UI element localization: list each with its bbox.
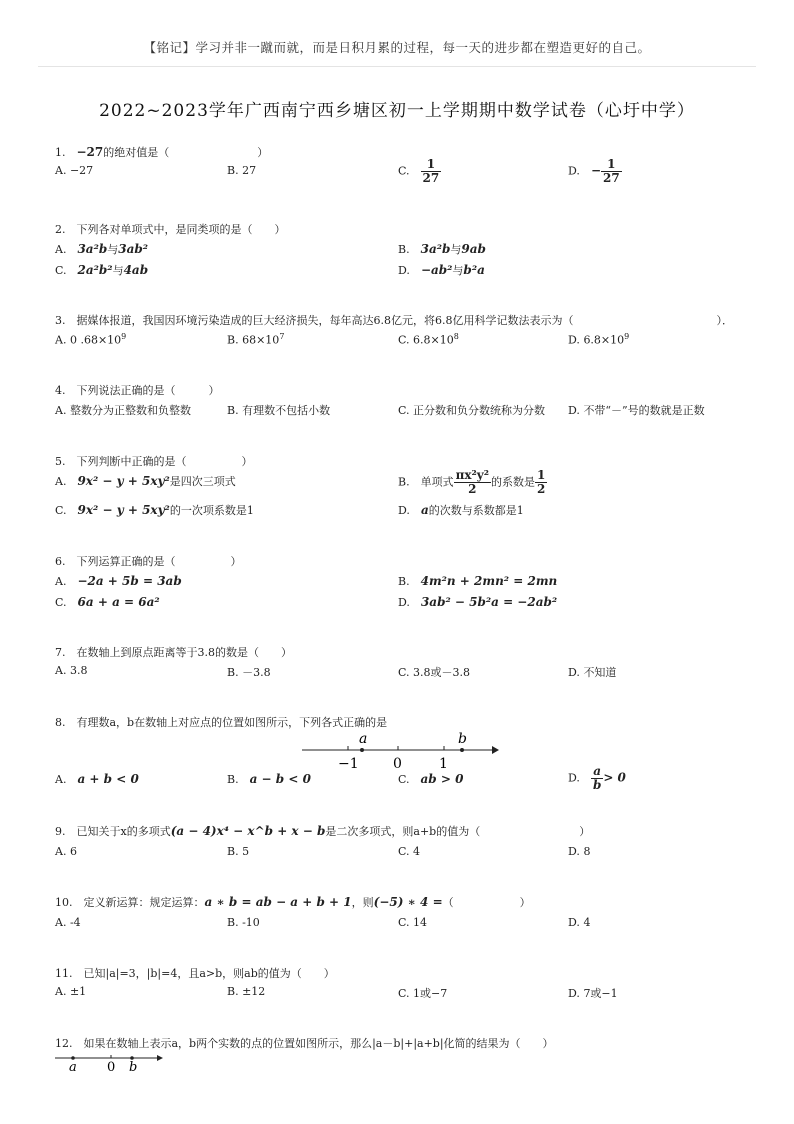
point-label-b: b [129,1060,138,1075]
question-10: 10. 定义新运算：规定运算：a ∗ b = ab − a + b + 1，则(−5) ∗ 4 =（ ） A. -4 B. -10 C. 14 D. 4 [55,895,591,929]
option-b[interactable]: B. 3a²b与9ab [398,242,486,256]
option-a[interactable]: A. ±1 [55,985,87,998]
option-d[interactable]: D. $6.8\times 10^9$ [568,332,630,347]
motto-banner: 【铭记】学习并非一蹴而就，而是日积月累的过程，每一天的进步都在塑造更好的自己。 [143,40,651,55]
option-d[interactable]: D. 4 [568,916,591,929]
option-a[interactable]: A. 6 [55,845,77,858]
question-6: 6. 下列运算正确的是（ ） A. −2a + 5b = 3ab B. 4m²n + 2mn² = 2mn C. 6a + a = 6a² D. 3ab² − 5b²a = −2ab² [55,555,558,609]
option-b[interactable]: B. 4m²n + 2mn² = 2mn [398,574,558,588]
option-b[interactable]: B. ±12 [227,985,266,998]
tick-label: 0 [107,1060,116,1075]
number-line-figure [53,1051,173,1075]
option-d[interactable]: D. 3ab² − 5b²a = −2ab² [398,595,558,609]
option-d[interactable]: D. 不带“－”号的数就是正数 [568,404,705,417]
header-divider [38,66,756,67]
option-c[interactable]: C. 2a²b²与4ab [55,263,149,277]
option-a[interactable]: A. 9x² − y + 5xy²是四次三项式 [55,474,236,488]
option-a[interactable]: A. 整数分为正整数和负整数 [55,404,191,417]
option-a[interactable]: A. −27 [55,164,94,177]
option-b[interactable]: B. －3.8 [227,666,271,679]
option-c[interactable]: C. 9x² − y + 5xy²的一次项系数是1 [55,503,254,517]
option-b[interactable]: B. 27 [227,164,257,177]
point-b [460,748,464,752]
question-2: 2. 下列各对单项式中，是同类项的是（ ） A. 3a²b与3ab² B. 3a²b与9ab C. 2a²b²与4ab D. −ab²与b²a [55,223,486,277]
option-c[interactable]: C. ab > 0 [398,772,464,786]
question-5: 5. 下列判断中正确的是（ ） A. 9x² − y + 5xy²是四次三项式 B. 单项式 $\frac{\text{πx²y²}}{2}$ 的系数是 $\frac{1}{2}$ C. 9x² − y + 5xy²的一次项系数是1 D. a的次数与系数都是1 [55,455,546,517]
option-d[interactable]: D. 7或−1 [568,987,618,1000]
point-a [360,748,364,752]
option-c[interactable]: C. $6.8\times 10^8$ [398,332,459,347]
option-b[interactable]: B. 有理数不包括小数 [227,404,331,417]
option-a[interactable]: A. 3a²b与3ab² [55,242,149,256]
question-9: 9. 已知关于x的多项式(a − 4)x⁴ − x^b + x − b是二次多项式，则a+b的值为（ ） A. 6 B. 5 C. 4 D. 8 [55,824,591,858]
tick-label: 0 [393,756,402,772]
option-a[interactable]: A. 3.8 [55,664,88,677]
option-d[interactable]: D. 不知道 [568,666,617,679]
question-7: 7. 在数轴上到原点距离等于3.8的数是（ ） A. 3.8 B. －3.8 C. 3.8或－3.8 D. 不知道 [55,646,617,679]
question-3: 3. 据媒体报道，我国因环境污染造成的巨大经济损失，每年高达6.8亿元，将6.8亿用科学记数法表示为（ ）． A. 0 $.68\times 10^9$ B. $68\times 10^7$ C. $6.8\times 10^8$ D. $6.8\times 10^9$ [55,314,733,347]
option-b[interactable]: B. $68\times 10^7$ [227,332,285,347]
option-d[interactable]: D. − $\frac{1}{27}$ [568,157,620,185]
number-line-figure [300,730,500,772]
tick-label: −1 [338,756,359,772]
option-b[interactable]: B. -10 [227,916,260,929]
option-b[interactable]: B. a − b < 0 [227,772,311,786]
question-11: 11. 已知|a|=3，|b|=4，且a>b，则ab的值为（ ） A. ±1 B. ±12 C. 1或−7 D. 7或−1 [55,967,618,1000]
option-a[interactable]: A. −2a + 5b = 3ab [55,574,182,588]
page-title: 2022~2023学年广西南宁西乡塘区初一上学期期中数学试卷（心圩中学） [99,101,695,121]
point-label-a: a [69,1060,77,1075]
option-c[interactable]: C. $\frac{1}{27}$ [398,157,440,185]
option-c[interactable]: C. 3.8或－3.8 [398,666,471,679]
question-8: 8. 有理数a，b在数轴上对应点的位置如图所示，下列各式正确的是 a b −1 0 1 A. a + b < 0 B. a − b < 0 C. ab > 0 D. $\frac{a}{b}$ > 0 [55,716,626,792]
option-c[interactable]: C. 4 [398,845,421,858]
point-label-b: b [458,731,467,747]
option-d[interactable]: D. a的次数与系数都是1 [398,503,524,517]
question-4: 4. 下列说法正确的是（ ） A. 整数分为正整数和负整数 B. 有理数不包括小数 C. 正分数和负分数统称为分数 D. 不带“－”号的数就是正数 [55,384,705,417]
tick-label: 1 [439,756,448,772]
option-a[interactable]: A. a + b < 0 [55,772,139,786]
option-d[interactable]: D. −ab²与b²a [398,263,485,277]
option-c[interactable]: C. 6a + a = 6a² [55,595,160,609]
question-12: 12. 如果在数轴上表示a，b两个实数的点的位置如图所示，那么|a－b|+|a+b|化简的结果为（ ） a 0 b [55,1037,554,1075]
point-label-a: a [359,731,368,747]
option-a[interactable]: A. -4 [55,916,81,929]
option-b[interactable]: B. 单项式 $\frac{\text{πx²y²}}{2}$ 的系数是 $\frac{1}{2}$ [398,468,546,496]
option-d[interactable]: D. $\frac{a}{b}$ > 0 [568,764,626,792]
option-a[interactable]: A. 0 $.68\times 10^9$ [55,332,127,347]
option-b[interactable]: B. 5 [227,845,250,858]
option-c[interactable]: C. 正分数和负分数统称为分数 [398,404,546,417]
option-c[interactable]: C. 1或−7 [398,987,448,1000]
question-1: 1. −27的绝对值是（ ） A. −27 B. 27 C. $\frac{1}{27}$ D. − $\frac{1}{27}$ [55,145,620,185]
option-c[interactable]: C. 14 [398,916,428,929]
option-d[interactable]: D. 8 [568,845,591,858]
